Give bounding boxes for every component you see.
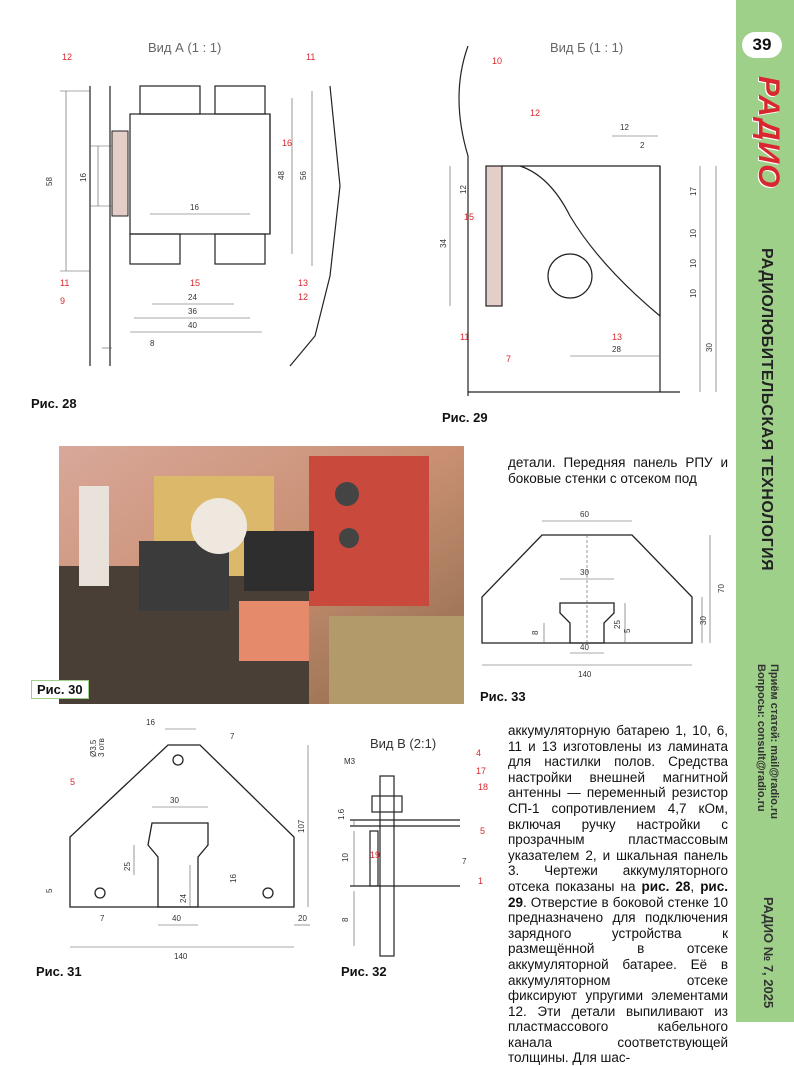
fig32-label-1: 1 (478, 876, 484, 886)
article-ref-fig28: рис. 28 (641, 878, 691, 894)
magazine-logo: РАДИО (752, 76, 785, 189)
fig30-photo-drawing (59, 446, 464, 704)
fig29-dim-10b: 10 (689, 259, 698, 268)
fig29-dim-12-top: 12 (620, 123, 629, 132)
fig29-view-label: Вид Б (1 : 1) (550, 40, 624, 55)
fig33-dim-8: 8 (531, 630, 540, 635)
fig28-label-12a: 12 (62, 52, 73, 62)
fig33-dim-40: 40 (580, 643, 589, 652)
contact-info (754, 664, 780, 819)
fig29-dim-28: 28 (612, 345, 621, 354)
fig29-dim-2: 2 (640, 141, 645, 150)
fig28-label-9: 9 (60, 296, 66, 306)
section-title: РАДИОЛЮБИТЕЛЬСКАЯ ТЕХНОЛОГИЯ (758, 248, 775, 572)
fig29-dim-30: 30 (705, 343, 714, 352)
fig30-caption: Рис. 30 (31, 680, 89, 699)
fig31-caption: Рис. 31 (36, 964, 82, 979)
fig31-dim-5: 5 (45, 888, 54, 893)
contact-articles: Приём статей: mail@radio.ru (768, 664, 780, 819)
fig28-drawing (30, 36, 350, 396)
fig29-dim-34: 34 (439, 239, 448, 248)
page-number: 39 (742, 32, 782, 58)
fig28-label-16: 16 (282, 138, 293, 148)
fig32-label-5: 5 (480, 826, 486, 836)
fig32-label-17: 17 (476, 766, 487, 776)
fig28-label-11a: 11 (306, 52, 316, 62)
fig32-dim-m3: М3 (344, 757, 356, 766)
fig32-label-4: 4 (476, 748, 482, 758)
article-part2: . Отверстие в боковой стенке 10 предназначено для подключения зарядного устройства к размещённой в отсеке аккумуляторной батарее. Её в аккумуляторном отсеке фиксируют упругими элементами 12. Эти детали выпиливают из пластмассового кабельного канала соответствующей толщины. Для шас- (508, 894, 728, 1066)
issue-info: РАДИО № 7, 2025 (761, 897, 776, 1009)
fig29-caption: Рис. 29 (442, 410, 488, 425)
fig28-dim-56: 56 (299, 171, 308, 180)
fig33-dim-60: 60 (580, 510, 589, 519)
fig32-dim-16: 1.6 (337, 808, 346, 820)
fig31-dim-7-top: 7 (230, 732, 235, 741)
fig32-caption: Рис. 32 (341, 964, 387, 979)
fig31-dim-30: 30 (170, 796, 179, 805)
fig31-dim-40: 40 (172, 914, 181, 923)
fig31-dim-20: 20 (298, 914, 307, 923)
fig28-dim-36: 36 (188, 307, 197, 316)
fig31-dim-24: 24 (179, 894, 188, 903)
fig28-label-12b: 12 (298, 292, 309, 302)
fig28-dim-8: 8 (150, 339, 155, 348)
fig28-caption: Рис. 28 (31, 396, 77, 411)
fig29-label-15: 15 (464, 212, 475, 222)
fig28-dim-48: 48 (277, 171, 286, 180)
fig28-dim-16: 16 (190, 203, 199, 212)
fig28-dim-40: 40 (188, 321, 197, 330)
fig32-label-19: 19 (370, 850, 381, 860)
fig28-dim-24: 24 (188, 293, 197, 302)
fig33-drawing (470, 505, 732, 685)
fig28-dim-d16: 16 (79, 173, 88, 182)
contact-questions: Вопросы: consult@radio.ru (755, 664, 767, 812)
fig32-label-18: 18 (478, 782, 489, 792)
article-sep: , (690, 878, 701, 894)
fig32-drawing (330, 736, 500, 966)
fig31-dim-7: 7 (100, 914, 105, 923)
article-text-bottom (508, 723, 728, 1066)
fig31-dim-25: 25 (123, 862, 132, 871)
fig28-label-13: 13 (298, 278, 309, 288)
fig29-label-13: 13 (612, 332, 623, 342)
fig31-dim-16: 16 (146, 718, 155, 727)
fig32-view-label: Вид В (2:1) (370, 736, 437, 751)
fig28-label-15: 15 (190, 278, 201, 288)
fig29-dim-17: 17 (689, 187, 698, 196)
fig31-dim-d35: Ø3.5 (89, 739, 98, 757)
article-text-top: детали. Передняя панель РПУ и боковые стенки с отсеком под (508, 455, 728, 486)
fig31-label-5: 5 (70, 777, 76, 787)
fig31-drawing (40, 715, 330, 960)
fig29-label-7: 7 (506, 354, 512, 364)
article-part1: аккумуляторную батарею 1, 10, 6, 11 и 13 изготовлены из ламината для настилки полов. Средства настройки внешней магнитной антенны — переменный резистор СП-1 сопротивлением 4,7 кОм, включая ручку настройки с прозрачным пластмассовым указателем 2, и шкальная панель 3. Чертежи аккумуляторного отсека показаны на (508, 723, 728, 894)
fig32-dim-7: 7 (462, 857, 467, 866)
fig33-caption: Рис. 33 (480, 689, 526, 704)
fig29-drawing (430, 36, 730, 396)
fig31-dim-16b: 16 (229, 874, 238, 883)
fig33-dim-30-side: 30 (699, 616, 708, 625)
fig32-dim-8: 8 (341, 917, 350, 922)
fig33-dim-30-top: 30 (580, 568, 589, 577)
fig29-dim-10c: 10 (689, 289, 698, 298)
fig28-label-11b: 11 (60, 278, 70, 288)
fig31-dim-107: 107 (297, 819, 306, 833)
fig29-label-10: 10 (492, 56, 503, 66)
fig33-dim-140: 140 (578, 670, 592, 679)
fig33-dim-5: 5 (623, 628, 632, 633)
fig33-dim-70: 70 (717, 584, 726, 593)
fig29-label-11: 11 (460, 332, 470, 342)
fig29-label-12: 12 (530, 108, 541, 118)
fig32-dim-10: 10 (341, 853, 350, 862)
fig28-view-label: Вид А (1 : 1) (148, 40, 222, 55)
article-ref-fig29: рис. 29 (508, 878, 728, 910)
fig30-photo (59, 446, 464, 704)
fig29-dim-12-side: 12 (459, 185, 468, 194)
fig31-dim-140: 140 (174, 952, 188, 960)
fig29-dim-10a: 10 (689, 229, 698, 238)
fig31-dim-3holes: 3 отв (97, 738, 106, 757)
fig33-dim-25: 25 (613, 620, 622, 629)
fig28-dim-58: 58 (45, 177, 54, 186)
